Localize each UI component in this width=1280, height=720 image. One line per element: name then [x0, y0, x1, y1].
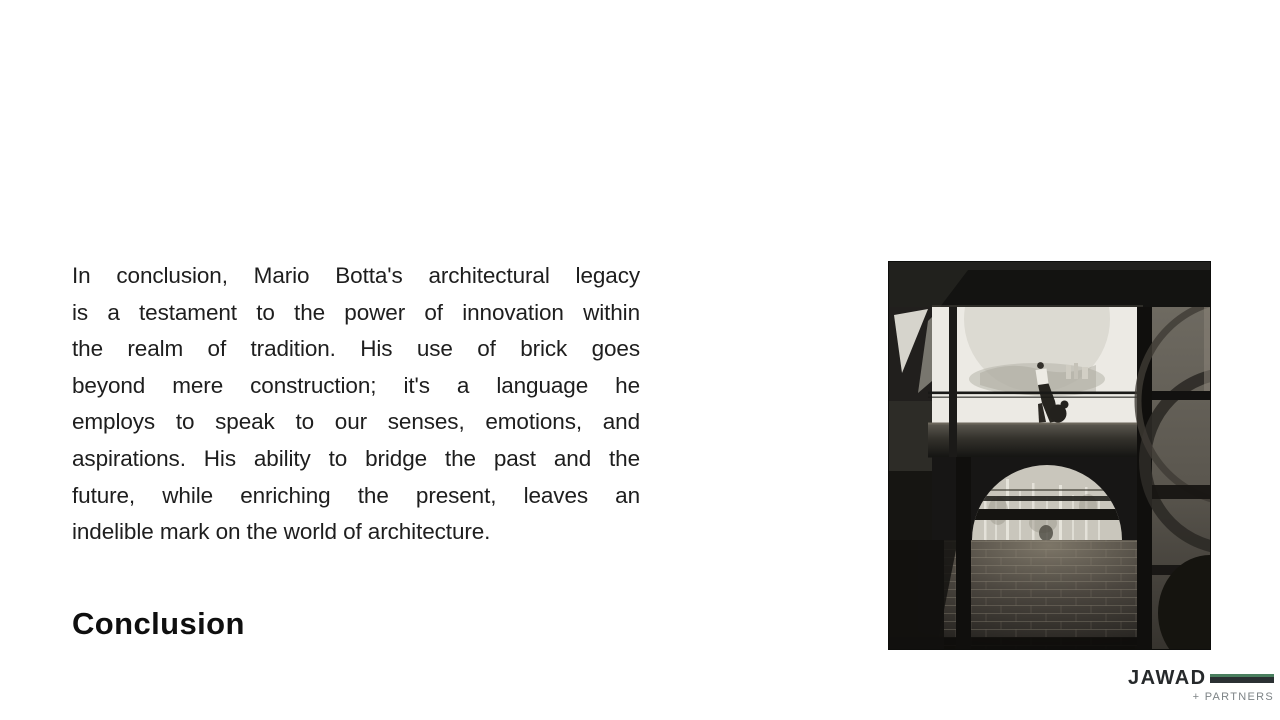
paragraph-line: beyond mere construction; it's a language he	[72, 372, 640, 398]
logo-accent-bar	[1210, 674, 1274, 683]
architecture-photo	[888, 261, 1211, 650]
paragraph-line: is a testament to the power of innovation within	[72, 299, 640, 325]
paragraph-line: indelible mark on the world of architecture.	[72, 519, 491, 545]
architecture-photo-graphic	[888, 261, 1211, 650]
slide-heading: Conclusion	[72, 606, 245, 641]
paragraph-line: In conclusion, Mario Botta's architectural legacy	[72, 263, 640, 288]
body-text-block	[72, 258, 640, 551]
paragraph-line: employs to speak to our senses, emotions, and	[72, 409, 640, 435]
logo-row	[1128, 668, 1274, 688]
logo-tagline: + PARTNERS	[1192, 691, 1274, 703]
paragraph-line: aspirations. His ability to bridge the past and the	[72, 445, 640, 471]
paragraph-line: future, while enriching the present, leaves an	[72, 482, 640, 508]
logo-wordmark: JAWAD	[1128, 667, 1207, 689]
paragraph-line: the realm of tradition. His use of brick goes	[72, 336, 640, 362]
company-logo	[1128, 668, 1274, 703]
